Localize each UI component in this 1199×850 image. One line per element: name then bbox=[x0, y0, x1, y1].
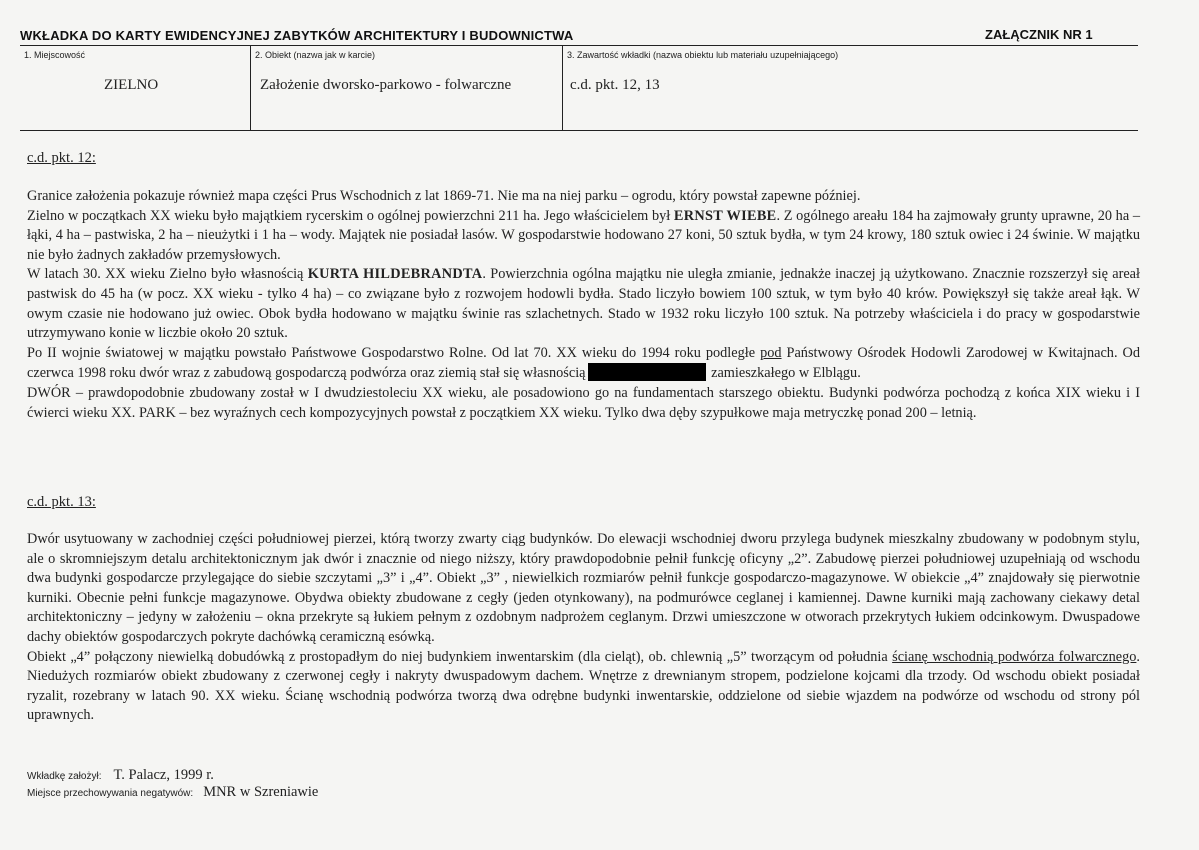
text-run: . Z ogólnego areału 184 ha zajmowały grunty uprawne, 20 ha – łąki, 4 ha – pastwiska, 2 ha – nieużytki i 1 ha – wody. Majątek nie posiadał lasów. W gospodarstwie hodowano 27 koni, 50 sztuk bydła, w tym 24 krowy, 180 sztuk owiec i 24 świnie. W majątku nie było żadnych zakładów przemysłowych. bbox=[27, 207, 1140, 263]
text-run: zamieszkałego w Elblągu. bbox=[707, 365, 861, 382]
section-12-paragraph-4 bbox=[27, 344, 1140, 384]
section-13-paragraph-1: Dwór usytuowany w zachodniej części południowej pierzei, którą tworzy zwarty ciąg budynków. Do elewacji wschodniej dworu przylega budynek mieszkalny zbudowany w podobnym stylu, ale o skromniejszym detalu architektonicznym jak dwór i znacznie od niego niższy, który prawdopodobnie pełnił funkcję oficyny „2”. Zabudowę pierzei południowej uzupełniają od wschodu dwa budynki gospodarcze przylegające do siebie szczytami „3” i „4”. Obiekt „3” , niewielkich rozmiarów pełnił funkcje gospodarczo-magazynowe. W obiekcie „4” znajdowały się pierwotnie kurniki. Obecnie pełni funkcje magazynowe. Obydwa obiekty zbudowane z cegły (jeden otynkowany), na podmurówce ceglanej i kamiennej. Dawne kurniki mają zachowany ciekawy detal architektoniczny – jedyny w założeniu – okna przekryte są łukiem pełnym z ozdobnym nadprożem ceglanym. Drzwi umieszczone w otworach przekrytych łukiem odcinkowym. Dwuspadowe dachy obiektów gospodarczych pokryte dachówką ceramiczną esówką. bbox=[27, 531, 1140, 645]
field-label-contents: 3. Zawartość wkładki (nazwa obiektu lub materiału uzupełniającego) bbox=[567, 50, 839, 60]
field-label-locality: 1. Miejscowość bbox=[24, 50, 86, 60]
text-run: . Niedużych rozmiarów obiekt zbudowany z czerwonej cegły i nakryty dwuspadowym dachem. Wnętrze z drewnianym stropem, podzielone kojcami dla trzody. Od wschodu obiekt posiadał ryzalit, rozebrany w latach 90. XX wieku. Ścianę wschodnią podwórza tworzą dwa odrębne budynki inwentarskie, oddzielone od siebie wjazdem na podwórze od wschodu od strony pól uprawnych. bbox=[27, 648, 1140, 724]
field-value-contents: c.d. pkt. 12, 13 bbox=[570, 77, 660, 93]
header-rule bbox=[20, 45, 1138, 46]
field-divider-1 bbox=[250, 45, 251, 130]
field-divider-2 bbox=[562, 45, 563, 130]
underlined-text: pod bbox=[760, 344, 782, 361]
section-13-body bbox=[27, 530, 1140, 726]
annex-number: ZAŁĄCZNIK NR 1 bbox=[985, 27, 1093, 42]
section-12-paragraph-1: Granice założenia pokazuje również mapa części Prus Wschodnich z lat 1869-71. Nie ma na niej parku – ogrodu, który powstał zapewne później. bbox=[27, 188, 861, 204]
redaction-bar bbox=[588, 363, 706, 381]
text-run: Po II wojnie światowej w majątku powstało Państwowe Gospodarstwo Rolne. Od lat 70. XX wieku do 1994 roku podległe bbox=[27, 344, 761, 361]
storage-label: Miejsce przechowywania negatywów: bbox=[27, 788, 194, 799]
section-12-body bbox=[27, 187, 1140, 423]
section-12-paragraph-3 bbox=[27, 265, 1140, 343]
text-run: Państwowy Ośrodek Hodowli Zarodowej w Kwitajnach. Od czerwca 1998 roku dwór wraz z zabudową gospodarczą podwórza oraz ziemią stał się własnością bbox=[27, 344, 1140, 382]
author-label: Wkładkę założył: bbox=[27, 771, 102, 782]
owner-name: KURTA HILDEBRANDTA bbox=[307, 266, 483, 283]
field-value-object: Założenie dworsko-parkowo - folwarczne bbox=[260, 77, 512, 93]
section-12-paragraph-2 bbox=[27, 207, 1140, 266]
text-run: . Powierzchnia ogólna majątku nie uległa zmianie, jednakże inaczej ją użytkowano. Znacznie rozszerzył się areał pastwisk do 45 ha (w pocz. XX wieku - tylko 4 ha) – co związane było z rozwojem hodowli bydła. Stado liczyło bowiem 100 sztuk, w tym było 40 krów. Powiększył się także areał łąk. W owym czasie nie hodowano już owiec. Obok bydła hodowano w majątku świnie ras szlachetnych. Stado w 1932 roku liczyło 100 sztuk. Na potrzeby właściciela i do pracy w gospodarstwie utrzymywano konie w liczbie około 20 sztuk. bbox=[27, 266, 1141, 342]
footer-storage bbox=[27, 783, 318, 801]
section-13-paragraph-2 bbox=[27, 648, 1140, 726]
author-value: T. Palacz, 1999 r. bbox=[113, 767, 214, 783]
text-run: W latach 30. XX wieku Zielno było własnością bbox=[27, 266, 308, 283]
field-label-object: 2. Obiekt (nazwa jak w karcie) bbox=[255, 50, 376, 60]
owner-name: ERNST WIEBE bbox=[673, 207, 777, 224]
field-value-locality: ZIELNO bbox=[104, 77, 159, 93]
footer-author bbox=[27, 766, 214, 784]
underlined-text: ścianę wschodnią podwórza folwarcznego bbox=[892, 648, 1137, 665]
text-run: Obiekt „4” połączony niewielką dobudówką z prostopadłym do niej budynkiem inwentarskim (dla cieląt), ob. chlewnią „5” tworzącym od południa bbox=[27, 648, 893, 665]
section-12-paragraph-5: DWÓR – prawdopodobnie zbudowany został w I dwudziestoleciu XX wieku, ale posadowiono go na fundamentach starszego obiektu. Budynki podwórza pochodzą z końca XIX wieku i I ćwierci wieku XX. PARK – bez wyraźnych cech kompozycyjnych powstał z początkiem XX wieku. Tylko dwa dęby szypułkowe maja metryczkę ponad 200 – letnią. bbox=[27, 384, 1140, 421]
fields-bottom-rule bbox=[20, 130, 1138, 131]
section-13-heading: c.d. pkt. 13: bbox=[27, 494, 96, 510]
storage-value: MNR w Szreniawie bbox=[203, 784, 319, 800]
text-run: Zielno w początkach XX wieku było majątkiem rycerskim o ogólnej powierzchni 211 ha. Jego właścicielem był bbox=[27, 207, 674, 224]
section-12-heading: c.d. pkt. 12: bbox=[27, 150, 96, 166]
form-title: WKŁADKA DO KARTY EWIDENCYJNEJ ZABYTKÓW ARCHITEKTURY I BUDOWNICTWA bbox=[20, 28, 574, 43]
